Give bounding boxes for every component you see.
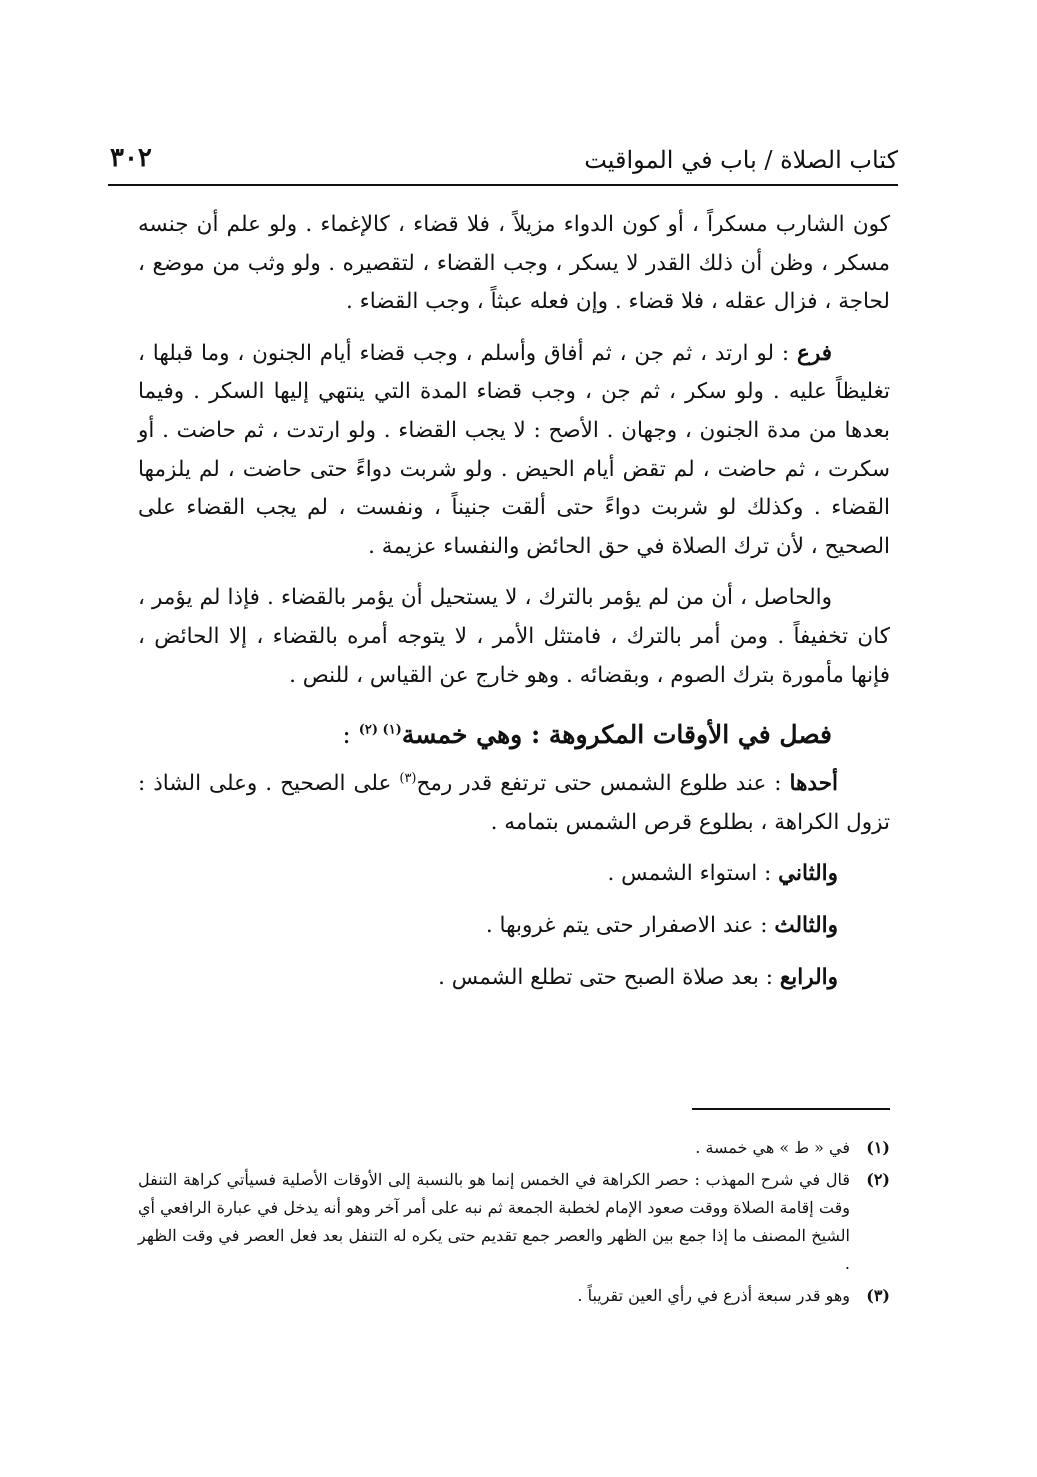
item-term: أحدها — [789, 771, 838, 797]
footnote-ref: (٣) — [399, 770, 417, 786]
footnote — [138, 1282, 890, 1310]
paragraph-3: والحاصل ، أن من لم يؤمر بالترك ، لا يستحيل أن يؤمر بالقضاء . فإذا لم يؤمر ، كان تخفيفاً . ومن أمر بالترك ، فامتثل الأمر ، لا يتوجه أمره بالقضاء ، إلا الحائض ، فإنها مأمورة بترك الصوم ، وبقضائه . وهو خارج عن القياس ، للنص . — [138, 585, 890, 688]
footnotes — [138, 1134, 890, 1314]
paragraph-1: كون الشارب مسكراً ، أو كون الدواء مزيلاً ، فلا قضاء ، كالإغماء . ولو علم أن جنسه مسكر ، وظن أن ذلك القدر لا يسكر ، وجب القضاء ، لتقصيره . ولو وثب من موضع ، لحاجة ، فزال عقله ، فلا قضاء . وإن فعله عبثاً ، وجب القضاء . — [138, 212, 890, 315]
main-text — [138, 206, 890, 1010]
paragraph-2-text: : لو ارتد ، ثم جن ، ثم أفاق وأسلم ، وجب قضاء أيام الجنون ، وما قبلها ، تغليظاً عليه . ولو سكر ، ثم جن ، وجب قضاء المدة التي ينتهي إليها السكر . وفيما بعدها من مدة الجنون ، وجهان . الأصح : لا يجب القضاء . ولو ارتدت ، ثم حاضت . أو سكرت ، ثم حاضت ، لم تقض أيام الحيض . ولو شربت دواءً حتى حاضت ، لم يلزمها القضاء . وكذلك لو شربت دواءً حتى ألقت جنيناً ، ونفست ، لم يجب القضاء على الصحيح ، لأن ترك الصلاة في حق الحائض والنفساء عزيمة . — [138, 340, 890, 559]
list-item-second — [138, 855, 890, 894]
footnote-text: قال في شرح المهذب : حصر الكراهة في الخمس إنما هو بالنسبة إلى الأوقات الأصلية فسيأتي كراهة التنفل وقت إقامة الصلاة ووقت صعود الإمام لخطبة الجمعة ثم نبه على أمر آخر وهو أنه يدخل في عبارة الرافعي أي الشيخ المصنف ما إذا جمع بين الظهر والعصر جمع تقديم حتى يكره له التنفل بعد فعل العصر في وقت الظهر . — [138, 1170, 850, 1273]
paragraph-2 — [138, 335, 890, 567]
footnote-number: (١) — [866, 1138, 890, 1157]
item-text: : بعد صلاة الصبح حتى تطلع الشمس . — [438, 964, 780, 990]
item-text-continued: على الصحيح . وعلى الشاذ : تزول الكراهة ، بطلوع قرص الشمس بتمامه . — [138, 771, 890, 835]
footnote — [138, 1134, 890, 1162]
item-term: والثالث — [774, 912, 838, 938]
footnote — [138, 1166, 890, 1278]
item-text: : عند طلوع الشمس حتى ترتفع قدر رمح — [416, 771, 790, 797]
item-text: : عند الاصفرار حتى يتم غروبها . — [485, 912, 775, 938]
running-title: كتاب الصلاة / باب في المواقيت — [584, 146, 898, 174]
paragraph-2-term: فرع — [797, 340, 832, 366]
page-number: ٣٠٢ — [110, 143, 152, 173]
footnote-text: في « ط » هي خمسة . — [695, 1138, 850, 1157]
item-text: : استواء الشمس . — [607, 861, 779, 887]
footnote-divider — [692, 1108, 890, 1110]
footnote-number: (٣) — [866, 1286, 890, 1305]
list-item-third — [138, 907, 890, 946]
item-term: والرابع — [779, 964, 838, 990]
section-heading-tail: : — [342, 720, 359, 750]
footnote-number: (٢) — [866, 1170, 890, 1189]
section-heading-refs: (١) (٢) — [358, 722, 402, 738]
footnote-text: وهو قدر سبعة أذرع في رأي العين تقريباً . — [577, 1286, 850, 1305]
item-term: والثاني — [778, 861, 838, 887]
running-header — [108, 138, 898, 186]
list-item-first — [138, 765, 890, 842]
section-heading-text: فصل في الأوقات المكروهة : وهي خمسة — [401, 720, 832, 750]
section-heading — [138, 715, 890, 755]
list-item-fourth — [138, 959, 890, 998]
